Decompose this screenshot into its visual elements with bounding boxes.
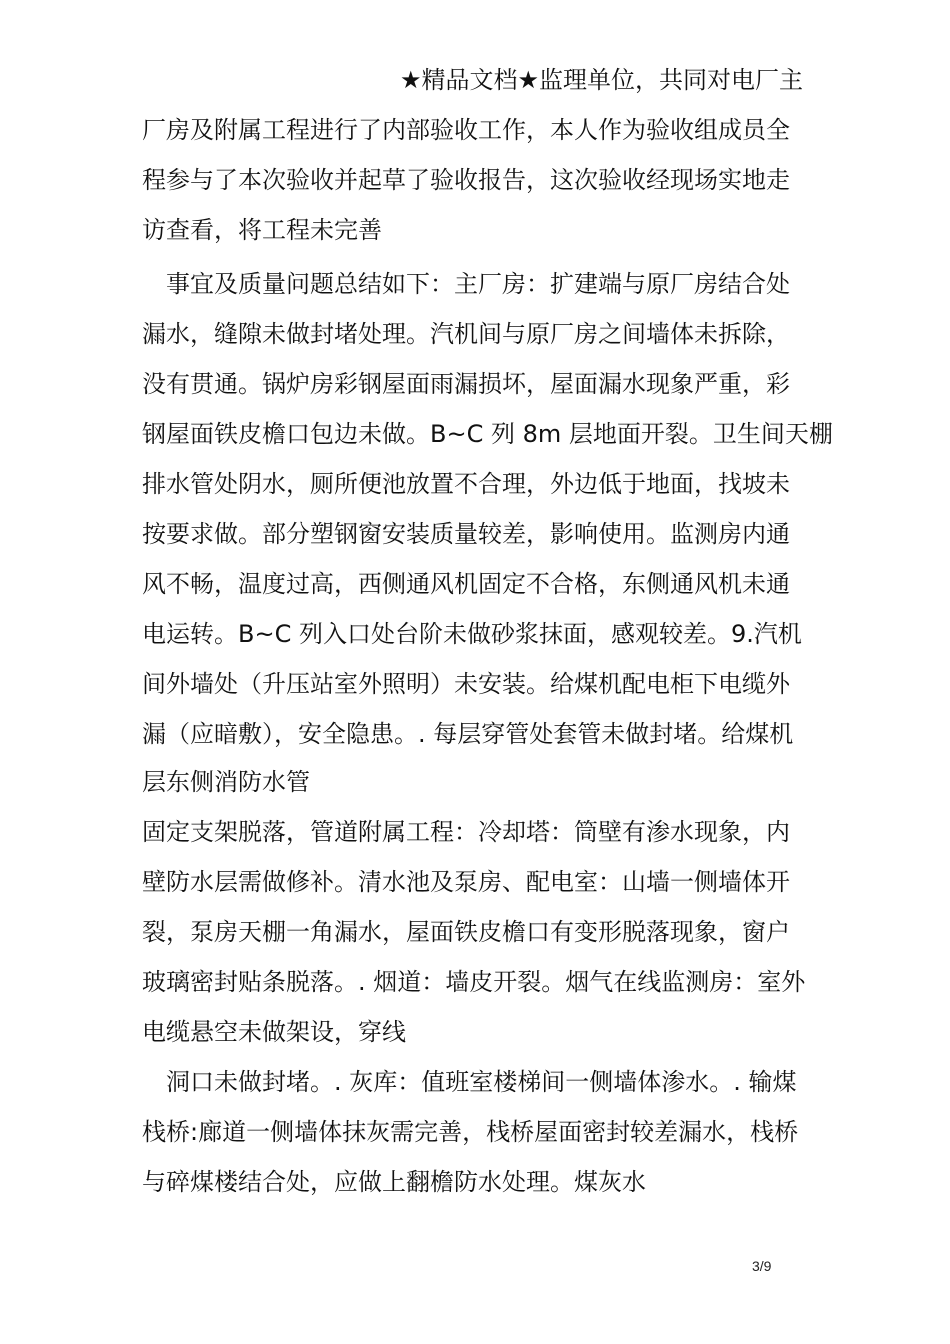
text-line-5: 漏水，缝隙未做封堵处理。汽机间与原厂房之间墙体未拆除，	[142, 320, 790, 348]
text-line-1: 厂房及附属工程进行了内部验收工作，本人作为验收组成员全	[142, 116, 790, 144]
text-line-16: 壁防水层需做修补。清水池及泵房、配电室：山墙一侧墙体开	[142, 868, 790, 896]
text-line-21: 栈桥:廊道一侧墙体抹灰需完善，栈桥屋面密封较差漏水，栈桥	[142, 1118, 799, 1146]
document-header: ★精品文档★监理单位，共同对电厂主	[400, 66, 804, 94]
text-line-10: 风不畅，温度过高，西侧通风机固定不合格，东侧通风机未通	[142, 570, 790, 598]
text-line-18: 玻璃密封贴条脱落。. 烟道：墙皮开裂。烟气在线监测房：室外	[142, 968, 806, 996]
text-line-6: 没有贯通。锅炉房彩钢屋面雨漏损坏，屋面漏水现象严重，彩	[142, 370, 790, 398]
text-line-14: 层东侧消防水管	[142, 768, 310, 796]
text-line-7: 钢屋面铁皮檐口包边未做。B~C 列 8m 层地面开裂。卫生间天棚	[142, 420, 833, 448]
text-line-3: 访查看，将工程未完善	[142, 216, 382, 244]
text-line-20: 洞口未做封堵。. 灰库：值班室楼梯间一侧墙体渗水。. 输煤	[166, 1068, 797, 1096]
page-number: 3/9	[752, 1258, 772, 1274]
text-line-4: 事宜及质量问题总结如下：主厂房：扩建端与原厂房结合处	[166, 270, 790, 298]
text-line-22: 与碎煤楼结合处，应做上翻檐防水处理。煤灰水	[142, 1168, 646, 1196]
text-line-9: 按要求做。部分塑钢窗安装质量较差，影响使用。监测房内通	[142, 520, 790, 548]
text-line-11: 电运转。B~C 列入口处台阶未做砂浆抹面，感观较差。9.汽机	[142, 620, 802, 648]
text-line-8: 排水管处阴水，厕所便池放置不合理，外边低于地面，找坡未	[142, 470, 790, 498]
text-line-17: 裂，泵房天棚一角漏水，屋面铁皮檐口有变形脱落现象，窗户	[142, 918, 790, 946]
text-line-19: 电缆悬空未做架设，穿线	[142, 1018, 406, 1046]
text-line-15: 固定支架脱落，管道附属工程：冷却塔：筒壁有渗水现象，内	[142, 818, 790, 846]
text-line-2: 程参与了本次验收并起草了验收报告，这次验收经现场实地走	[142, 166, 790, 194]
text-line-12: 间外墙处（升压站室外照明）未安装。给煤机配电柜下电缆外	[142, 670, 790, 698]
text-line-13: 漏（应暗敷），安全隐患。. 每层穿管处套管未做封堵。给煤机	[142, 720, 794, 748]
